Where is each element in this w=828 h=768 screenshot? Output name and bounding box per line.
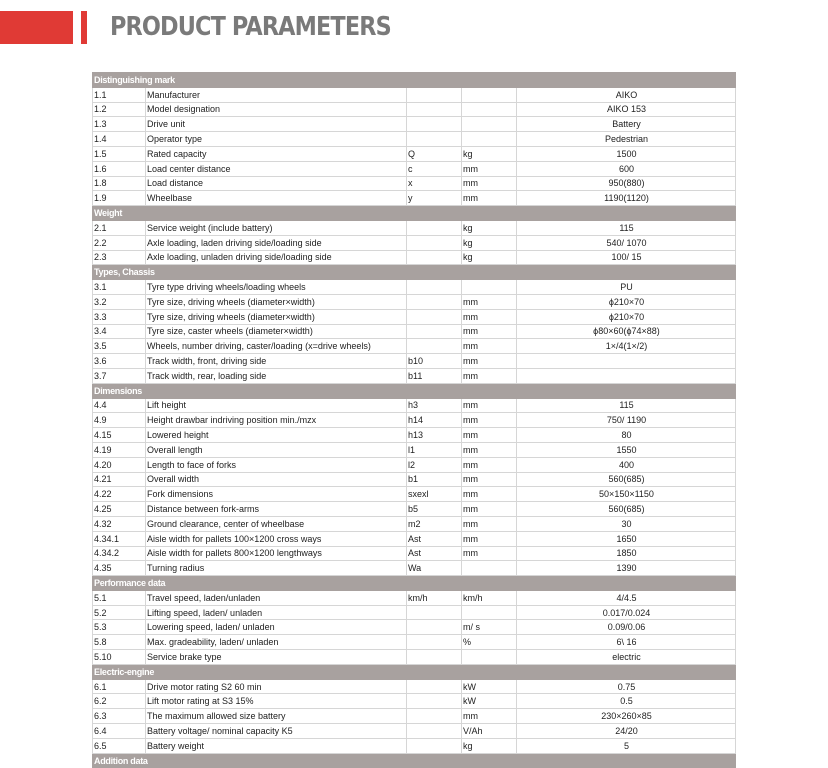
table-row [93,235,736,250]
row-number: 1.4 [93,132,146,147]
table-row [93,679,736,694]
section-header [93,664,736,679]
table-row [93,487,736,502]
table-row [93,354,736,369]
row-number: 3.6 [93,354,146,369]
parameter-unit: mm [462,176,517,191]
row-number: 1.9 [93,191,146,206]
parameter-name: Axle loading, laden driving side/loading side [146,235,407,250]
parameter-symbol [407,679,462,694]
parameter-value: 1390 [517,561,736,576]
parameter-value: 100/ 15 [517,250,736,265]
parameter-symbol [407,235,462,250]
parameter-value: AIKO [517,87,736,102]
row-number: 5.8 [93,635,146,650]
row-number: 4.21 [93,472,146,487]
row-number: 6.2 [93,694,146,709]
parameter-value: electric [517,650,736,665]
parameter-name: Axle loading, unladen driving side/loading side [146,250,407,265]
parameter-value: 80 [517,428,736,443]
section-title: Dimensions [93,383,736,398]
parameter-symbol [407,220,462,235]
parameter-symbol [407,694,462,709]
parameter-name: Rated capacity [146,146,407,161]
parameter-name: Aisle width for pallets 100×1200 cross ways [146,531,407,546]
section-title: Weight [93,206,736,221]
row-number: 5.1 [93,590,146,605]
parameter-unit: kg [462,235,517,250]
row-number: 3.1 [93,280,146,295]
table-row [93,398,736,413]
table-row [93,102,736,117]
parameter-name: Track width, front, driving side [146,354,407,369]
parameter-value: 600 [517,161,736,176]
section-title: Addition data [93,753,736,768]
parameter-value: 5 [517,738,736,753]
parameter-name: Lowered height [146,428,407,443]
section-title: Electric-engine [93,664,736,679]
table-row [93,309,736,324]
parameter-name: The maximum allowed size battery [146,709,407,724]
parameter-symbol: Q [407,146,462,161]
parameter-name: Distance between fork-arms [146,502,407,517]
parameter-value: ϕ210×70 [517,309,736,324]
row-number: 4.32 [93,516,146,531]
parameter-symbol [407,650,462,665]
parameter-symbol [407,339,462,354]
parameter-unit: kg [462,146,517,161]
parameter-symbol [407,294,462,309]
table-row [93,709,736,724]
table-row [93,531,736,546]
header-accent-mark [81,11,87,44]
parameter-symbol [407,724,462,739]
parameter-value: 6\ 16 [517,635,736,650]
table-row [93,457,736,472]
parameter-symbol: h13 [407,428,462,443]
parameter-name: Travel speed, laden/unladen [146,590,407,605]
parameter-unit: mm [462,531,517,546]
parameter-value: 0.09/0.06 [517,620,736,635]
parameter-unit: kg [462,220,517,235]
parameter-symbol [407,309,462,324]
row-number: 1.3 [93,117,146,132]
parameter-symbol [407,620,462,635]
parameter-symbol: c [407,161,462,176]
table-row [93,605,736,620]
row-number: 6.5 [93,738,146,753]
table-row [93,220,736,235]
parameter-symbol [407,250,462,265]
parameter-value: 750/ 1190 [517,413,736,428]
parameter-unit: V/Ah [462,724,517,739]
parameter-name: Track width, rear, loading side [146,368,407,383]
parameter-unit: % [462,635,517,650]
parameter-name: Lowering speed, laden/ unladen [146,620,407,635]
table-row [93,146,736,161]
parameter-unit: kg [462,250,517,265]
row-number: 4.4 [93,398,146,413]
parameter-unit [462,117,517,132]
parameter-unit: mm [462,487,517,502]
parameter-name: Wheelbase [146,191,407,206]
parameter-value: 1850 [517,546,736,561]
parameter-unit: mm [462,428,517,443]
row-number: 1.1 [93,87,146,102]
parameter-symbol: h3 [407,398,462,413]
table-row [93,87,736,102]
table-row [93,132,736,147]
parameter-symbol: sxexl [407,487,462,502]
parameter-name: Manufacturer [146,87,407,102]
parameter-symbol: b11 [407,368,462,383]
parameter-unit: mm [462,398,517,413]
parameter-symbol [407,605,462,620]
row-number: 4.34.1 [93,531,146,546]
row-number: 4.19 [93,442,146,457]
parameter-symbol [407,635,462,650]
parameter-name: Drive unit [146,117,407,132]
parameter-value: 0.75 [517,679,736,694]
parameter-name: Drive motor rating S2 60 min [146,679,407,694]
table-row [93,620,736,635]
parameter-value: Pedestrian [517,132,736,147]
parameter-value: 4/4.5 [517,590,736,605]
product-parameters-table [92,72,736,768]
parameter-symbol [407,102,462,117]
parameter-name: Wheels, number driving, caster/loading (x=drive wheels) [146,339,407,354]
parameter-value: 560(685) [517,472,736,487]
row-number: 3.2 [93,294,146,309]
parameter-name: Lift height [146,398,407,413]
row-number: 4.9 [93,413,146,428]
parameter-unit: kW [462,679,517,694]
parameter-value [517,368,736,383]
parameter-symbol: h14 [407,413,462,428]
parameter-value: 1500 [517,146,736,161]
parameter-name: Battery weight [146,738,407,753]
parameter-unit: mm [462,161,517,176]
parameter-unit [462,132,517,147]
table-row [93,117,736,132]
parameter-name: Aisle width for pallets 800×1200 lengthways [146,546,407,561]
table-row [93,635,736,650]
parameter-symbol: y [407,191,462,206]
parameter-name: Fork dimensions [146,487,407,502]
parameter-unit: mm [462,546,517,561]
parameter-symbol: Wa [407,561,462,576]
row-number: 2.2 [93,235,146,250]
parameter-value: 1650 [517,531,736,546]
row-number: 1.5 [93,146,146,161]
parameter-name: Load distance [146,176,407,191]
parameter-symbol [407,132,462,147]
parameter-unit: km/h [462,590,517,605]
parameter-value: 0.5 [517,694,736,709]
parameter-unit: kW [462,694,517,709]
parameter-symbol: Ast [407,531,462,546]
parameter-unit: mm [462,516,517,531]
parameter-value: 115 [517,220,736,235]
parameter-unit: m/ s [462,620,517,635]
parameter-symbol: l2 [407,457,462,472]
row-number: 4.15 [93,428,146,443]
table-row [93,176,736,191]
parameter-symbol: l1 [407,442,462,457]
table-row [93,516,736,531]
parameter-unit [462,561,517,576]
parameter-value: 230×260×85 [517,709,736,724]
parameter-value: PU [517,280,736,295]
row-number: 3.7 [93,368,146,383]
parameter-name: Lifting speed, laden/ unladen [146,605,407,620]
table-row [93,280,736,295]
parameter-symbol [407,117,462,132]
row-number: 4.34.2 [93,546,146,561]
parameter-value: 950(880) [517,176,736,191]
page-title: PRODUCT PARAMETERS [110,12,391,42]
parameter-name: Service weight (include battery) [146,220,407,235]
parameter-symbol: b10 [407,354,462,369]
parameter-name: Height drawbar indriving position min./mzx [146,413,407,428]
row-number: 5.2 [93,605,146,620]
section-header [93,73,736,88]
table-row [93,442,736,457]
parameter-unit: mm [462,413,517,428]
row-number: 3.5 [93,339,146,354]
parameter-name: Tyre size, driving wheels (diameter×width) [146,294,407,309]
parameter-unit: mm [462,191,517,206]
section-header [93,265,736,280]
parameter-value: ϕ80×60(ϕ74×88) [517,324,736,339]
parameter-name: Model designation [146,102,407,117]
parameter-name: Overall length [146,442,407,457]
parameter-name: Max. gradeability, laden/ unladen [146,635,407,650]
table-row [93,339,736,354]
parameter-name: Turning radius [146,561,407,576]
row-number: 6.4 [93,724,146,739]
parameter-unit: mm [462,442,517,457]
parameter-name: Operator type [146,132,407,147]
section-title: Distinguishing mark [93,73,736,88]
row-number: 5.10 [93,650,146,665]
row-number: 6.3 [93,709,146,724]
parameter-unit [462,280,517,295]
row-number: 3.3 [93,309,146,324]
section-title: Performance data [93,576,736,591]
parameter-name: Tyre type driving wheels/loading wheels [146,280,407,295]
parameter-name: Overall width [146,472,407,487]
table-row [93,324,736,339]
parameter-value: 24/20 [517,724,736,739]
parameter-symbol [407,87,462,102]
row-number: 2.3 [93,250,146,265]
table-row [93,368,736,383]
row-number: 4.35 [93,561,146,576]
parameter-value: 1×/4(1×/2) [517,339,736,354]
parameter-value: ϕ210×70 [517,294,736,309]
parameter-value: 1190(1120) [517,191,736,206]
parameter-symbol: x [407,176,462,191]
table-row [93,502,736,517]
row-number: 4.22 [93,487,146,502]
table-row [93,590,736,605]
parameter-unit: mm [462,502,517,517]
parameter-value: 1550 [517,442,736,457]
table-row [93,724,736,739]
table-row [93,428,736,443]
table-row [93,650,736,665]
parameter-name: Lift motor rating at S3 15% [146,694,407,709]
parameter-unit: kg [462,738,517,753]
parameter-value: 540/ 1070 [517,235,736,250]
row-number: 4.25 [93,502,146,517]
parameter-value: 30 [517,516,736,531]
table-row [93,561,736,576]
row-number: 1.2 [93,102,146,117]
parameter-symbol [407,709,462,724]
parameter-value: 400 [517,457,736,472]
parameter-name: Tyre size, caster wheels (diameter×width) [146,324,407,339]
parameter-name: Load center distance [146,161,407,176]
table-row [93,161,736,176]
table-row [93,738,736,753]
parameter-value: 0.017/0.024 [517,605,736,620]
parameter-value: AIKO 153 [517,102,736,117]
parameter-symbol [407,324,462,339]
table-row [93,546,736,561]
parameter-unit [462,87,517,102]
header-accent-bar [0,11,73,44]
parameter-value [517,354,736,369]
row-number: 2.1 [93,220,146,235]
row-number: 1.6 [93,161,146,176]
parameter-unit: mm [462,324,517,339]
table-row [93,694,736,709]
parameter-unit [462,605,517,620]
parameter-value: 50×150×1150 [517,487,736,502]
row-number: 5.3 [93,620,146,635]
table-row [93,472,736,487]
table-row [93,413,736,428]
section-title: Types, Chassis [93,265,736,280]
parameter-symbol [407,280,462,295]
parameter-unit: mm [462,339,517,354]
parameter-value: Battery [517,117,736,132]
section-header [93,576,736,591]
parameter-symbol: km/h [407,590,462,605]
parameter-unit: mm [462,294,517,309]
parameter-unit: mm [462,709,517,724]
parameter-unit: mm [462,472,517,487]
parameter-symbol [407,738,462,753]
row-number: 6.1 [93,679,146,694]
parameter-value: 560(685) [517,502,736,517]
section-header [93,753,736,768]
row-number: 4.20 [93,457,146,472]
parameter-unit [462,650,517,665]
parameter-symbol: b1 [407,472,462,487]
table-row [93,191,736,206]
section-header [93,383,736,398]
parameter-name: Tyre size, driving wheels (diameter×width) [146,309,407,324]
row-number: 3.4 [93,324,146,339]
parameter-name: Ground clearance, center of wheelbase [146,516,407,531]
parameter-unit [462,102,517,117]
section-header [93,206,736,221]
parameter-name: Length to face of forks [146,457,407,472]
table-row [93,250,736,265]
row-number: 1.8 [93,176,146,191]
parameter-name: Battery voltage/ nominal capacity K5 [146,724,407,739]
parameter-symbol: b5 [407,502,462,517]
parameter-unit: mm [462,354,517,369]
table-row [93,294,736,309]
parameter-name: Service brake type [146,650,407,665]
parameter-unit: mm [462,457,517,472]
parameter-symbol: Ast [407,546,462,561]
parameter-unit: mm [462,309,517,324]
parameter-symbol: m2 [407,516,462,531]
parameter-unit: mm [462,368,517,383]
parameter-value: 115 [517,398,736,413]
